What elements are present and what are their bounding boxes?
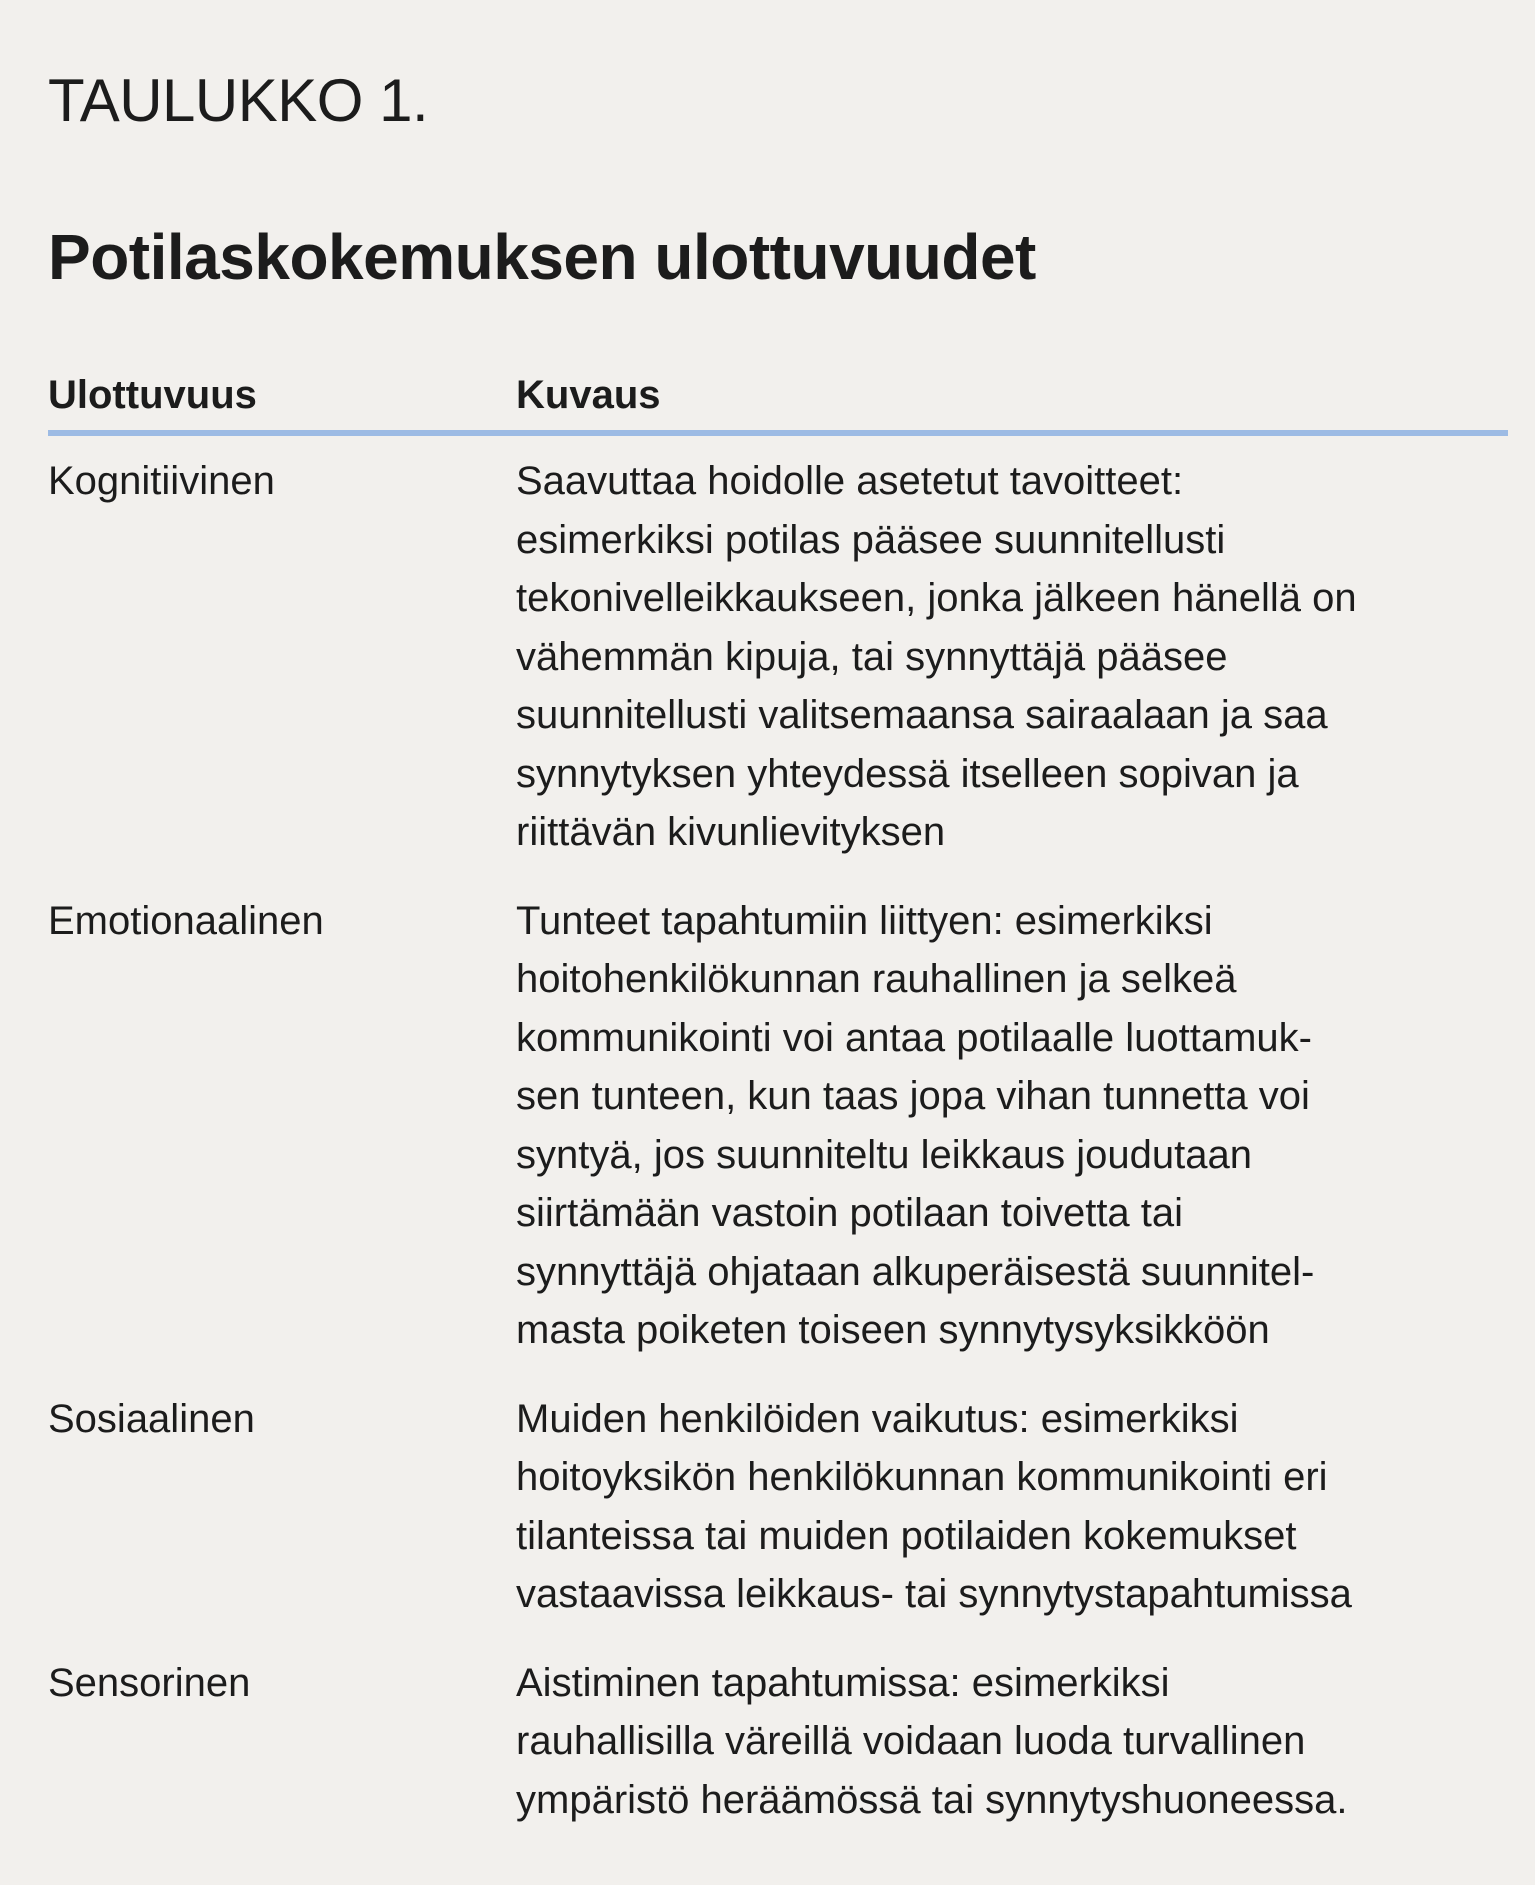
table-row — [48, 452, 1508, 862]
header-description: Kuvaus — [516, 373, 661, 417]
header-dimension: Ulottuvuus — [48, 373, 257, 417]
description-line: vastaavissa leikkaus- tai synnytystapahtumissa — [516, 1572, 1352, 1616]
description-line: tilanteissa tai muiden potilaiden kokemukset — [516, 1513, 1297, 1558]
description-line: Aistiminen tapahtumissa: esimerkiksi — [516, 1660, 1170, 1705]
description-line: esimerkiksi potilas pääsee suunnitellusti — [516, 517, 1226, 562]
table-label: TAULUKKO 1. — [48, 67, 429, 134]
table-row — [48, 892, 1508, 1360]
description-line: kommunikointi voi antaa potilaalle luottamuk- — [516, 1015, 1312, 1060]
description-line: siirtämään vastoin potilaan toivetta tai — [516, 1191, 1184, 1235]
description-line: riittävän kivunlievityksen — [516, 810, 946, 854]
dimensions-table — [48, 358, 1508, 1829]
row-dimension: Sosiaalinen — [48, 1396, 255, 1441]
description-line: ympäristö heräämössä tai synnytyshuoneessa. — [516, 1777, 1348, 1822]
table-header-row — [48, 358, 1508, 436]
table-title: Potilaskokemuksen ulottuvuudet — [48, 221, 1036, 293]
description-line: masta poiketen toiseen synnytysyksikköön — [516, 1308, 1270, 1352]
description-line: rauhallisilla väreillä voidaan luoda turvallinen — [516, 1719, 1306, 1763]
description-line: vähemmän kipuja, tai synnyttäjä pääsee — [516, 634, 1228, 679]
table-row — [48, 1390, 1508, 1624]
description-line: Muiden henkilöiden vaikutus: esimerkiksi — [516, 1396, 1239, 1441]
row-dimension: Emotionaalinen — [48, 898, 324, 943]
table-row — [48, 1654, 1508, 1830]
description-line: syntyä, jos suunniteltu leikkaus joudutaan — [516, 1132, 1253, 1177]
description-line: hoitoyksikön henkilökunnan kommunikointi eri — [516, 1455, 1328, 1499]
row-description — [516, 892, 1508, 1360]
row-description — [516, 452, 1508, 862]
description-line: synnyttäjä ohjataan alkuperäisestä suunnitel- — [516, 1249, 1315, 1294]
row-description — [516, 1654, 1508, 1830]
row-description — [516, 1390, 1508, 1624]
description-line: sen tunteen, kun taas jopa vihan tunnetta voi — [516, 1074, 1310, 1118]
description-line: synnytyksen yhteydessä itselleen sopivan ja — [516, 751, 1299, 796]
description-line: tekonivelleikkaukseen, jonka jälkeen hänellä on — [516, 576, 1357, 620]
description-line: Tunteet tapahtumiin liittyen: esimerkiksi — [516, 898, 1213, 943]
table-body — [48, 436, 1508, 1829]
row-dimension: Kognitiivinen — [48, 459, 275, 503]
description-line: hoitohenkilökunnan rauhallinen ja selkeä — [516, 957, 1237, 1001]
row-dimension: Sensorinen — [48, 1660, 251, 1705]
description-line: Saavuttaa hoidolle asetetut tavoitteet: — [516, 459, 1184, 503]
description-line: suunnitellusti valitsemaansa sairaalaan ja saa — [516, 693, 1328, 737]
